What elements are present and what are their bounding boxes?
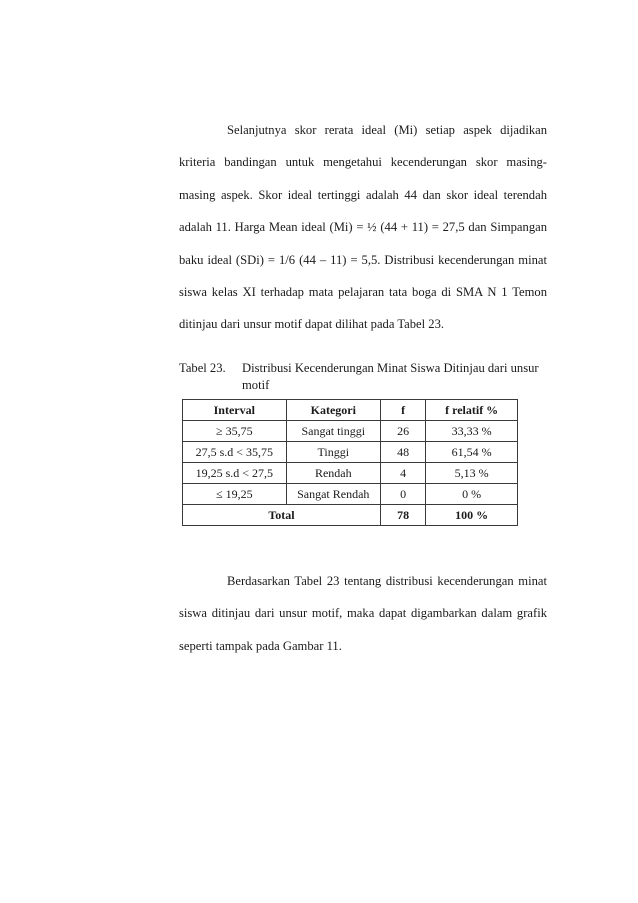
header-interval: Interval bbox=[183, 400, 287, 421]
cell-interval: ≤ 19,25 bbox=[183, 484, 287, 505]
cell-f-relatif: 33,33 % bbox=[426, 421, 518, 442]
total-f-relatif: 100 % bbox=[426, 505, 518, 526]
table-row bbox=[183, 484, 518, 505]
table-row bbox=[183, 421, 518, 442]
distribution-table bbox=[182, 399, 518, 526]
table-caption-label: Tabel 23. bbox=[179, 361, 226, 375]
cell-f: 48 bbox=[380, 442, 425, 463]
table-row bbox=[183, 442, 518, 463]
table-header-row bbox=[183, 400, 518, 421]
header-f-relatif: f relatif % bbox=[426, 400, 518, 421]
header-kategori: Kategori bbox=[286, 400, 380, 421]
cell-kategori: Sangat tinggi bbox=[286, 421, 380, 442]
cell-interval: 27,5 s.d < 35,75 bbox=[183, 442, 287, 463]
table-caption-text: Distribusi Kecenderungan Minat Siswa Ditinjau dari unsur motif bbox=[242, 361, 539, 392]
table-total-row bbox=[183, 505, 518, 526]
cell-f-relatif: 0 % bbox=[426, 484, 518, 505]
cell-f: 26 bbox=[380, 421, 425, 442]
cell-kategori: Tinggi bbox=[286, 442, 380, 463]
total-label: Total bbox=[183, 505, 381, 526]
table-caption bbox=[179, 360, 549, 394]
intro-paragraph: Selanjutnya skor rerata ideal (Mi) setiap aspek dijadikan kriteria bandingan untuk mengetahui kecenderungan skor masing-masing aspek. Skor ideal tertinggi adalah 44 dan skor ideal terendah adalah 11. Harga Mean ideal (Mi) = ½ (44 + 11) = 27,5 dan Simpangan baku ideal (SDi) = 1/6 (44 – 11) = 5,5. Distribusi kecenderungan minat siswa kelas XI terhadap mata pelajaran tata boga di SMA N 1 Temon ditinjau dari unsur motif dapat dilihat pada Tabel 23. bbox=[179, 123, 547, 332]
cell-f-relatif: 5,13 % bbox=[426, 463, 518, 484]
cell-f-relatif: 61,54 % bbox=[426, 442, 518, 463]
total-f: 78 bbox=[380, 505, 425, 526]
cell-f: 0 bbox=[380, 484, 425, 505]
cell-kategori: Sangat Rendah bbox=[286, 484, 380, 505]
cell-interval: ≥ 35,75 bbox=[183, 421, 287, 442]
conclusion-paragraph: Berdasarkan Tabel 23 tentang distribusi kecenderungan minat siswa ditinjau dari unsur motif, maka dapat digambarkan dalam grafik seperti tampak pada Gambar 11. bbox=[179, 574, 547, 653]
cell-f: 4 bbox=[380, 463, 425, 484]
header-f: f bbox=[380, 400, 425, 421]
cell-interval: 19,25 s.d < 27,5 bbox=[183, 463, 287, 484]
table-row bbox=[183, 463, 518, 484]
cell-kategori: Rendah bbox=[286, 463, 380, 484]
